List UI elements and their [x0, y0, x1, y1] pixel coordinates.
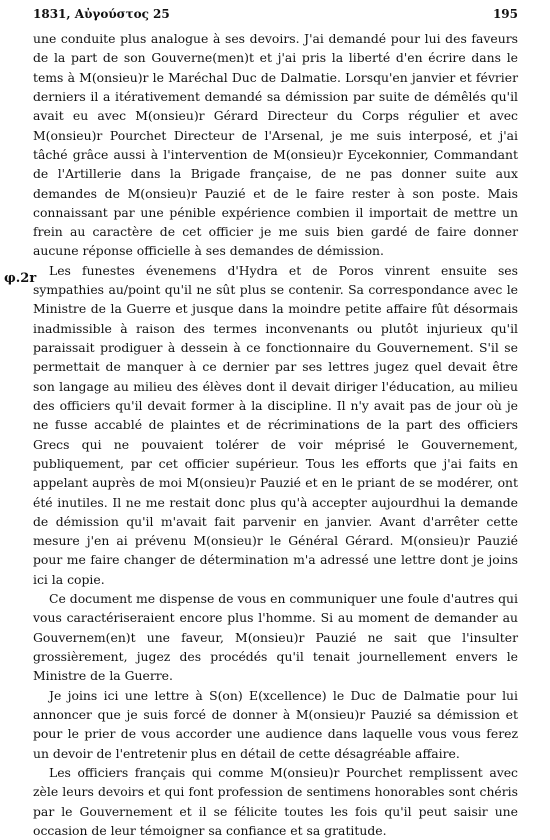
paragraph-3: Ce document me dispense de vous en communiquer une foule d'autres qui vous caractériseraient encore plus l'homme. Si au moment de demander au Gouvernem(en)t une faveur, M(onsieu)r Pauzié ne sait que l'insulter grossièrement, jugez des procédés qu'il tenait journellement envers le Ministre de la Guerre.: [33, 591, 518, 684]
folio-margin-note: φ.2r: [4, 271, 37, 286]
document-body: [33, 29, 518, 840]
paragraph-1: une conduite plus analogue à ses devoirs. J'ai demandé pour lui des faveurs de la part de son Gouverne(men)t et j'ai pris la liberté d'en écrire dans le tems à M(onsieu)r le Maréchal Duc de Dalmatie. Lorsqu'en janvier et février derniers il a itérativement demandé sa démission par suite de démêlés qu'il avait eu avec M(onsieu)r Gérard Directeur du Corps régulier et avec M(onsieu)r Pourchet Directeur de l'Arsenal, je me suis interposé, et j'ai tâché grâce aussi à l'intervention de M(onsieu)r Eycekonnier, Commandant de l'Artillerie dans la Brigade française, de ne pas donner suite aux demandes de M(onsieu)r Pauzié et de le faire rester à son poste. Mais connaissant par une pénible expérience combien il importait de mettre un frein au caractère de cet officier je me suis bien gardé de faire donner aucune réponse officielle à ses demandes de démission.: [33, 31, 518, 259]
paragraph-2: Les funestes évenemens d'Hydra et de Poros vinrent ensuite ses sympathies au/point qu'il ne sût plus se contenir. Sa correspondance avec le Ministre de la Guerre et jusque dans la moindre petite affaire fût désormais inadmissible à raison des termes inconvenants ou plutôt injurieux qu'il paraissait prodiguer à dessein à ce fonctionnaire du Gouvernement. S'il se permettait de manquer à ce dernier par ses lettres jugez quel devait être son langage au milieu des élèves dont il devait diriger l'éducation, au milieu des officiers qu'il devait former à la discipline. Il n'y avait pas de jour où je ne fusse accablé de plaintes et de récriminations de la part des officiers Grecs qui ne pouvaient tolérer de voir méprisé le Gouvernement, publiquement, par cet officier supérieur. Tous les efforts que j'ai faits en appelant auprès de moi M(onsieu)r Pauzié et en le priant de se modérer, ont été inutiles. Il ne me restait donc plus qu'à accepter aujourdhui la demande de démission qu'il m'avait fait parvenir en janvier. Avant d'arrêter cette mesure j'en ai prévenu M(onsieu)r le Général Gérard. M(onsieu)r Pauzié pour me faire changer de détermination m'a adressé une lettre dont je joins ici la copie.: [33, 262, 518, 587]
paragraph-5: Les officiers français qui comme M(onsieu)r Pourchet remplissent avec zèle leurs devoirs et qui font profession de sentimens honorables sont chéris par le Gouvernement et il se félicite toutes les fois qu'il peut saisir une occasion de leur témoigner sa confiance et sa gratitude.: [33, 764, 518, 838]
paragraph-4: Je joins ici une lettre à S(on) E(xcellence) le Duc de Dalmatie pour lui annoncer que je suis forcé de donner à M(onsieu)r Pauzié sa démission et pour le prier de vous accorder une audience dans laquelle vous vous ferez un devoir de l'entretenir plus en détail de cette désagréable affaire.: [33, 687, 518, 761]
header-date: 1831, Αὐγούστος 25: [33, 7, 170, 21]
page-header: [33, 7, 518, 25]
page-number: 195: [492, 7, 518, 21]
